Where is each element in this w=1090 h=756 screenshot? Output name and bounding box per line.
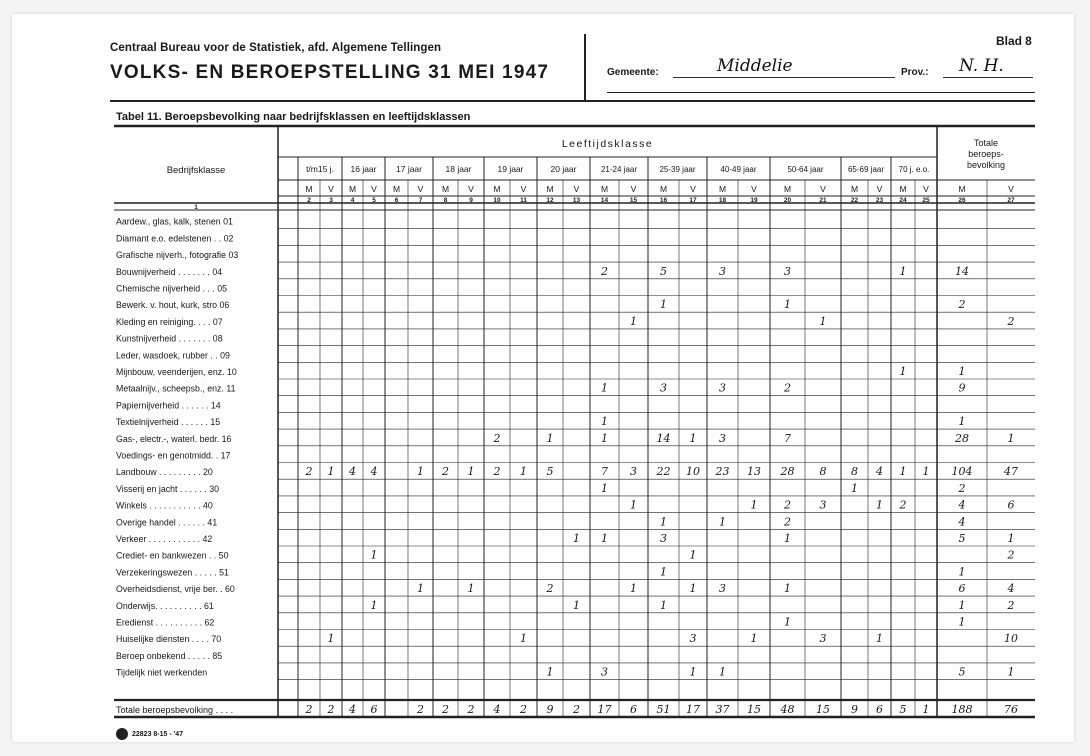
handwritten-value: 1: [370, 548, 378, 562]
organization-name: Centraal Bureau voor de Statistiek, afd. Algemene Tellingen: [110, 42, 442, 54]
sex-label: V: [328, 184, 334, 194]
column-number: 7: [418, 197, 423, 204]
row-label: Diamant e.o. edelstenen . . 02: [116, 233, 234, 244]
age-group-label: 19 jaar: [497, 164, 524, 174]
row-label: Crediet- en bankwezen . . 50: [116, 550, 229, 561]
total-value: 51: [656, 703, 671, 716]
handwritten-value: 1: [958, 415, 966, 429]
sex-label: M: [659, 184, 668, 194]
handwritten-value: 1: [630, 314, 637, 328]
sex-label: M: [718, 184, 727, 194]
handwritten-value: 1: [876, 498, 883, 512]
total-value: 15: [747, 703, 761, 716]
handwritten-value: 2: [305, 465, 313, 479]
handwritten-value: 8: [819, 465, 827, 479]
row-label: Onderwijs. . . . . . . . . . 61: [116, 600, 214, 611]
handwritten-value: 1: [660, 515, 667, 529]
handwritten-value: 104: [951, 465, 973, 479]
column-number: 18: [718, 197, 727, 204]
handwritten-value: 4: [958, 515, 966, 529]
handwritten-value: 1: [601, 481, 608, 495]
handwritten-value: 1: [573, 532, 580, 545]
handwritten-value: 3: [660, 532, 667, 545]
row-label: Chemische nijverheid . . . 05: [116, 283, 227, 294]
handwritten-value: 3: [819, 498, 827, 512]
row-label: Gas-, electr.-, waterl. bedr. 16: [116, 433, 232, 444]
handwritten-value: 2: [546, 582, 554, 596]
column-number: 26: [958, 197, 966, 204]
handwritten-value: 4: [958, 498, 966, 512]
handwritten-value: 1: [819, 314, 827, 328]
handwritten-value: 4: [349, 465, 356, 479]
column-number: 21: [819, 197, 827, 204]
total-value: 2: [442, 703, 449, 716]
row-label: Verzekeringswezen . . . . . 51: [116, 567, 229, 578]
handwritten-value: 1: [958, 565, 966, 579]
total-value: 2: [467, 703, 475, 716]
sex-label: M: [392, 184, 401, 194]
column-number: 2: [307, 197, 311, 204]
total-value: 4: [493, 703, 501, 716]
total-value: 4: [349, 703, 356, 716]
column-number: 8: [443, 197, 448, 204]
handwritten-value: 1: [601, 431, 608, 445]
handwritten-value: 2: [784, 381, 791, 395]
handwritten-value: 1: [601, 415, 608, 429]
total-value: 2: [417, 703, 424, 716]
handwritten-value: 1: [327, 465, 335, 479]
handwritten-value: 2: [493, 431, 501, 445]
handwritten-value: 3: [601, 665, 608, 679]
total-value: 2: [573, 703, 580, 716]
age-group-label: 20 jaar: [550, 164, 577, 174]
handwritten-value: 1: [750, 498, 758, 512]
row-label: Huiselijke diensten . . . . 70: [116, 634, 222, 645]
handwritten-value: 1: [851, 481, 858, 495]
column-number: 23: [875, 197, 884, 204]
handwritten-value: 1: [630, 582, 637, 596]
total-value: 15: [816, 703, 830, 716]
handwritten-value: 28: [780, 465, 795, 479]
total-value: 48: [780, 703, 795, 716]
handwritten-value: 1: [660, 298, 667, 312]
prov-label: Prov.:: [901, 67, 929, 78]
handwritten-value: 2: [1007, 548, 1015, 562]
print-code-text: 22823 8-15 - '47: [132, 730, 184, 738]
handwritten-value: 4: [1007, 582, 1015, 596]
handwritten-value: 1: [327, 632, 335, 646]
total-value: 1: [922, 703, 930, 716]
sex-label: M: [850, 184, 859, 194]
handwritten-value: 1: [1007, 431, 1015, 445]
handwritten-value: 1: [520, 632, 527, 646]
sex-label: V: [690, 184, 696, 194]
column-number: 19: [750, 197, 758, 204]
handwritten-value: 2: [784, 498, 791, 512]
column-number: 20: [783, 197, 792, 204]
handwritten-value: 5: [958, 532, 966, 545]
row-label: Leder, wasdoek, rubber . . 09: [116, 350, 230, 361]
row-label: Mijnbouw, veenderijen, enz. 10: [116, 367, 237, 377]
handwritten-value: 2: [442, 465, 449, 479]
handwritten-value: 1: [417, 582, 424, 596]
handwritten-value: 9: [958, 381, 966, 395]
total-value: 6: [876, 703, 883, 716]
handwritten-value: 1: [899, 365, 907, 378]
handwritten-value: 6: [1007, 498, 1015, 512]
blad-number: 8: [1025, 34, 1032, 48]
handwritten-value: 1: [630, 498, 637, 512]
handwritten-value: 1: [899, 264, 907, 278]
sex-label: M: [305, 184, 313, 194]
print-code: [116, 728, 183, 740]
census-title: VOLKS- EN BEROEPSTELLING 31 MEI 1947: [110, 62, 550, 83]
total-value: 2: [520, 703, 527, 716]
age-group-label: 17 jaar: [396, 164, 422, 174]
handwritten-value: 1: [689, 431, 697, 445]
handwritten-value: 1: [784, 582, 791, 596]
handwritten-value: 3: [689, 632, 697, 646]
handwritten-value: 1: [546, 431, 554, 445]
age-group-label: 16 jaar: [350, 164, 377, 174]
prov-value: N. H.: [959, 56, 1004, 76]
sex-label: M: [600, 184, 609, 194]
handwritten-value: 2: [1007, 598, 1015, 612]
row-label: Tijdelijk niet werkenden: [116, 667, 208, 678]
handwritten-value: 1: [1007, 665, 1015, 679]
handwritten-value: 47: [1004, 465, 1018, 479]
handwritten-value: 1: [750, 632, 758, 646]
row-label: Kleding en reiniging. . . . 07: [116, 316, 223, 327]
column-number: 3: [329, 197, 333, 204]
handwritten-value: 3: [719, 264, 726, 278]
total-value: 2: [327, 703, 335, 716]
blad-label: Blad: [996, 34, 1023, 48]
row-label: Verkeer . . . . . . . . . . . 42: [116, 534, 213, 544]
sex-label: M: [546, 184, 554, 194]
handwritten-value: 14: [656, 431, 671, 445]
handwritten-value: 3: [660, 381, 667, 395]
column-number: 13: [572, 197, 581, 204]
handwritten-value: 2: [899, 498, 907, 512]
column-number: 11: [520, 197, 527, 204]
sex-label: V: [1008, 184, 1014, 194]
handwritten-value: 4: [370, 465, 378, 479]
column-number: 22: [850, 197, 859, 204]
handwritten-value: 3: [719, 431, 726, 445]
handwritten-value: 1: [719, 665, 726, 679]
sex-label: V: [417, 184, 424, 194]
row-label: Winkels . . . . . . . . . . . 40: [116, 500, 213, 511]
handwritten-value: 4: [876, 465, 883, 479]
handwritten-value: 1: [689, 582, 697, 596]
total-value: 6: [370, 703, 378, 716]
column-number: 14: [600, 197, 609, 204]
handwritten-value: 1: [958, 615, 966, 629]
total-row-label: Totale beroepsbevolking . . . .: [116, 705, 234, 715]
sex-label: V: [820, 184, 826, 194]
handwritten-value: 5: [546, 465, 554, 479]
column-number: 1: [194, 204, 198, 211]
gemeente-value: Middelie: [717, 56, 793, 76]
handwritten-value: 1: [546, 665, 554, 679]
column-number: 17: [689, 197, 697, 204]
handwritten-value: 23: [715, 465, 730, 479]
sex-label: V: [630, 184, 637, 194]
handwritten-value: 1: [467, 465, 475, 479]
age-group-label: 40-49 jaar: [720, 165, 757, 174]
sex-label: M: [348, 184, 357, 194]
row-label: Landbouw . . . . . . . . . 20: [116, 467, 213, 478]
handwritten-value: 22: [656, 465, 671, 479]
handwritten-value: 1: [417, 465, 424, 479]
age-group-label: t/m15 j.: [306, 164, 334, 174]
handwritten-value: 3: [719, 582, 726, 596]
handwritten-value: 1: [689, 548, 697, 562]
age-group-label: 50-64 jaar: [787, 165, 824, 174]
column-number: 10: [493, 197, 501, 204]
row-label: Bewerk. v. hout, kurk, stro 06: [116, 300, 230, 311]
sex-label: V: [573, 184, 580, 194]
column-number: 27: [1007, 197, 1015, 204]
age-group-header: Leeftijdsklasse: [561, 138, 654, 150]
handwritten-value: 14: [955, 264, 969, 278]
age-group-label: 21-24 jaar: [600, 165, 638, 174]
total-value: 188: [951, 703, 973, 716]
row-label: Papiernijverheid . . . . . . 14: [116, 400, 221, 411]
total-value: 6: [630, 703, 637, 716]
row-label: Aardew., glas, kalk, stenen 01: [116, 216, 233, 227]
handwritten-value: 1: [958, 365, 966, 378]
handwritten-value: 2: [958, 481, 966, 495]
total-value: 37: [715, 703, 730, 716]
total-value: 5: [899, 703, 907, 716]
age-group-label: 65-69 jaar: [847, 165, 885, 174]
handwritten-value: 2: [493, 465, 501, 479]
row-label: Bouwnijverheid . . . . . . . 04: [116, 266, 223, 277]
sex-label: M: [958, 184, 966, 194]
handwritten-value: 1: [784, 298, 791, 312]
column-number: 25: [922, 197, 930, 204]
row-label: Kunstnijverheid . . . . . . . 08: [116, 333, 223, 344]
column-number: 5: [372, 197, 376, 204]
handwritten-value: 1: [876, 632, 883, 646]
column-number: 9: [469, 197, 473, 204]
row-label: Grafische nijverh., fotografie 03: [116, 250, 239, 261]
column-number: 6: [394, 197, 399, 204]
handwritten-value: 1: [520, 465, 527, 479]
handwritten-value: 7: [601, 465, 608, 479]
age-group-label: 25-39 jaar: [659, 165, 696, 174]
sex-label: V: [371, 184, 377, 194]
sex-label: V: [876, 184, 883, 194]
handwritten-value: 10: [1004, 632, 1018, 646]
total-value: 9: [851, 703, 858, 716]
handwritten-value: 3: [719, 381, 726, 395]
handwritten-value: 1: [660, 565, 667, 579]
sex-label: V: [520, 184, 527, 194]
totals-header-line: Totale: [973, 138, 999, 148]
total-value: 17: [597, 703, 612, 716]
handwritten-value: 2: [1007, 314, 1015, 328]
total-value: 9: [546, 703, 554, 716]
handwritten-value: 1: [601, 532, 608, 545]
column-number: 16: [659, 197, 668, 204]
total-value: 2: [305, 703, 313, 716]
handwritten-value: 1: [573, 598, 580, 612]
handwritten-value: 10: [686, 465, 700, 479]
column-number: 4: [350, 197, 355, 204]
handwritten-value: 8: [851, 465, 858, 479]
cbs-logo-icon: [116, 728, 128, 740]
column-number: 24: [899, 197, 907, 204]
handwritten-value: 1: [689, 665, 697, 679]
row-label: Metaalnijv., scheepsb., enz. 11: [116, 383, 236, 394]
handwritten-value: 5: [958, 665, 966, 679]
row-label: Textielnijverheid . . . . . . 15: [116, 417, 221, 428]
sex-label: M: [493, 184, 501, 194]
handwritten-value: 1: [958, 598, 966, 612]
row-label: Beroep onbekend . . . . . 85: [116, 650, 223, 661]
handwritten-value: 1: [467, 582, 475, 596]
handwritten-value: 2: [958, 298, 966, 312]
handwritten-value: 1: [922, 465, 930, 479]
row-header-label: Bedrijfsklasse: [166, 165, 226, 176]
table-title: Tabel 11. Beroepsbevolking naar bedrijfsklassen en leeftijdsklassen: [116, 111, 471, 123]
sex-label: V: [751, 184, 757, 194]
sex-label: V: [923, 184, 929, 194]
row-label: Overige handel . . . . . . 41: [116, 517, 218, 528]
row-label: Visserij en jacht . . . . . . 30: [116, 483, 220, 494]
age-group-label: 18 jaar: [445, 164, 472, 174]
sex-label: M: [441, 184, 450, 194]
handwritten-value: 7: [784, 431, 791, 445]
handwritten-value: 1: [370, 598, 378, 612]
sex-label: M: [899, 184, 907, 194]
totals-header-line: bevolking: [966, 160, 1006, 170]
handwritten-value: 1: [601, 381, 608, 395]
handwritten-value: 3: [819, 632, 827, 646]
handwritten-value: 6: [958, 582, 966, 596]
handwritten-value: 13: [747, 465, 761, 479]
total-value: 76: [1004, 703, 1018, 716]
column-number: 15: [629, 197, 638, 204]
handwritten-value: 1: [784, 532, 791, 545]
handwritten-value: 1: [899, 465, 907, 479]
sex-label: M: [783, 184, 792, 194]
handwritten-value: 2: [784, 515, 791, 529]
totals-header-line: beroeps-: [968, 149, 1004, 159]
handwritten-value: 3: [784, 264, 791, 278]
handwritten-value: 2: [601, 264, 608, 278]
sex-label: V: [468, 184, 474, 194]
handwritten-value: 28: [955, 431, 969, 445]
row-label: Eredienst . . . . . . . . . . 62: [116, 617, 215, 628]
handwritten-value: 3: [630, 465, 637, 479]
handwritten-value: 1: [784, 615, 791, 629]
handwritten-value: 1: [719, 515, 726, 529]
gemeente-label: Gemeente:: [607, 67, 659, 78]
total-value: 17: [686, 703, 700, 716]
handwritten-value: 1: [1007, 532, 1015, 545]
row-label: Overheidsdienst, vrije ber. . 60: [116, 584, 235, 595]
column-number: 12: [546, 197, 554, 204]
row-label: Voedings- en genotmidd. . 17: [116, 450, 231, 461]
age-group-label: 70 j. e.o.: [898, 165, 930, 174]
handwritten-value: 1: [660, 598, 667, 612]
handwritten-value: 5: [660, 264, 667, 278]
